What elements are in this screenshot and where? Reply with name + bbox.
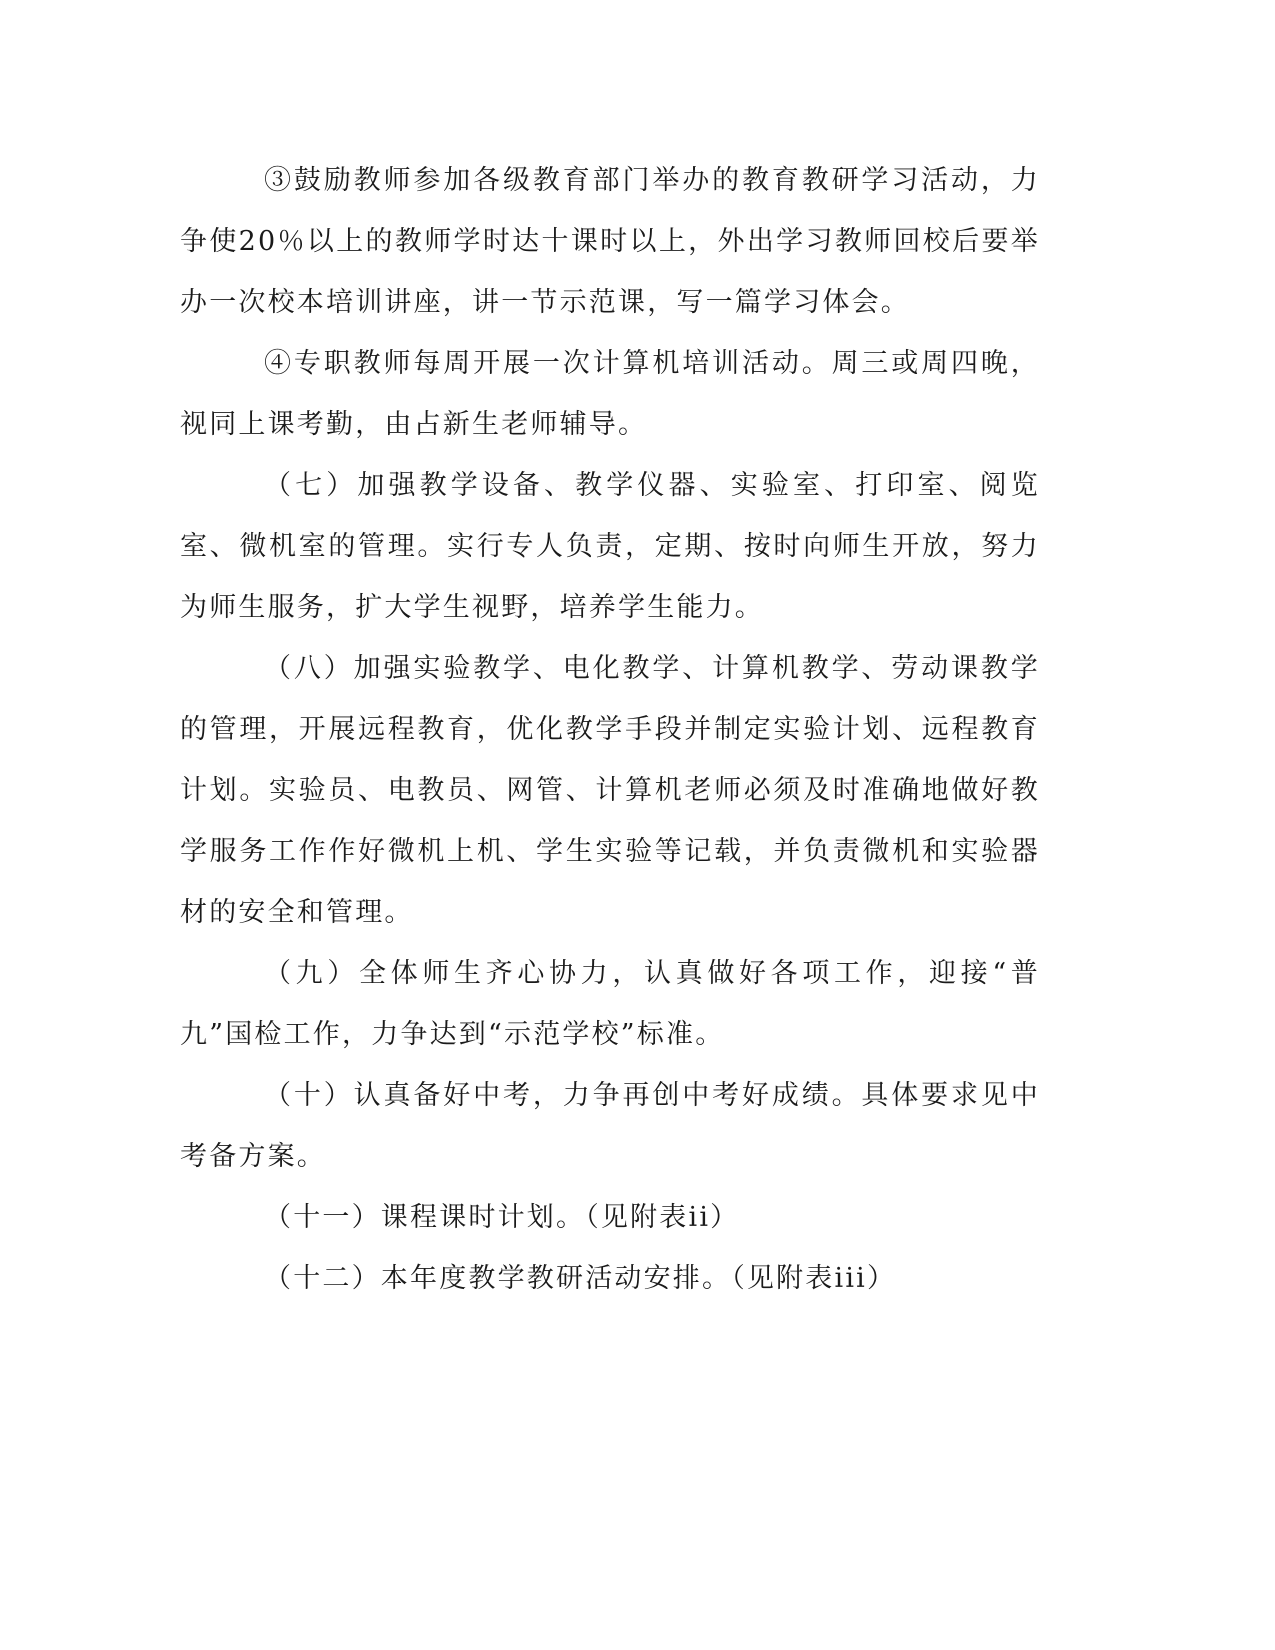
paragraph-teacher-training: ③鼓励教师参加各级教育部门举办的教育教研学习活动，力争使20％以上的教师学时达十课时以上，外出学习教师回校后要举办一次校本培训讲座，讲一节示范课，写一篇学习体会。	[180, 165, 1040, 318]
paragraph-national-inspection: （九）全体师生齐心协力，认真做好各项工作，迎接“普九”国检工作，力争达到“示范学校”标准。	[180, 958, 1040, 1050]
paragraph-activity-schedule: （十二）本年度教学教研活动安排。（见附表iii）	[264, 1263, 897, 1294]
paragraph-computer-training: ④专职教师每周开展一次计算机培训活动。周三或周四晚，视同上课考勤，由占新生老师辅导。	[180, 348, 1040, 440]
paragraph-equipment-management: （七）加强教学设备、教学仪器、实验室、打印室、阅览室、微机室的管理。实行专人负责，定期、按时向师生开放，努力为师生服务，扩大学生视野，培养学生能力。	[180, 470, 1040, 623]
document-body	[180, 150, 1040, 1309]
paragraph-experiment-teaching: （八）加强实验教学、电化教学、计算机教学、劳动课教学的管理，开展远程教育，优化教学手段并制定实验计划、远程教育计划。实验员、电教员、网管、计算机老师必须及时准确地做好教学服务工作作好微机上机、学生实验等记载，并负责微机和实验器材的安全和管理。	[180, 653, 1040, 928]
paragraph-exam-preparation: （十）认真备好中考，力争再创中考好成绩。具体要求见中考备方案。	[180, 1080, 1040, 1172]
paragraph-course-plan: （十一）课程课时计划。（见附表ii）	[264, 1202, 740, 1233]
